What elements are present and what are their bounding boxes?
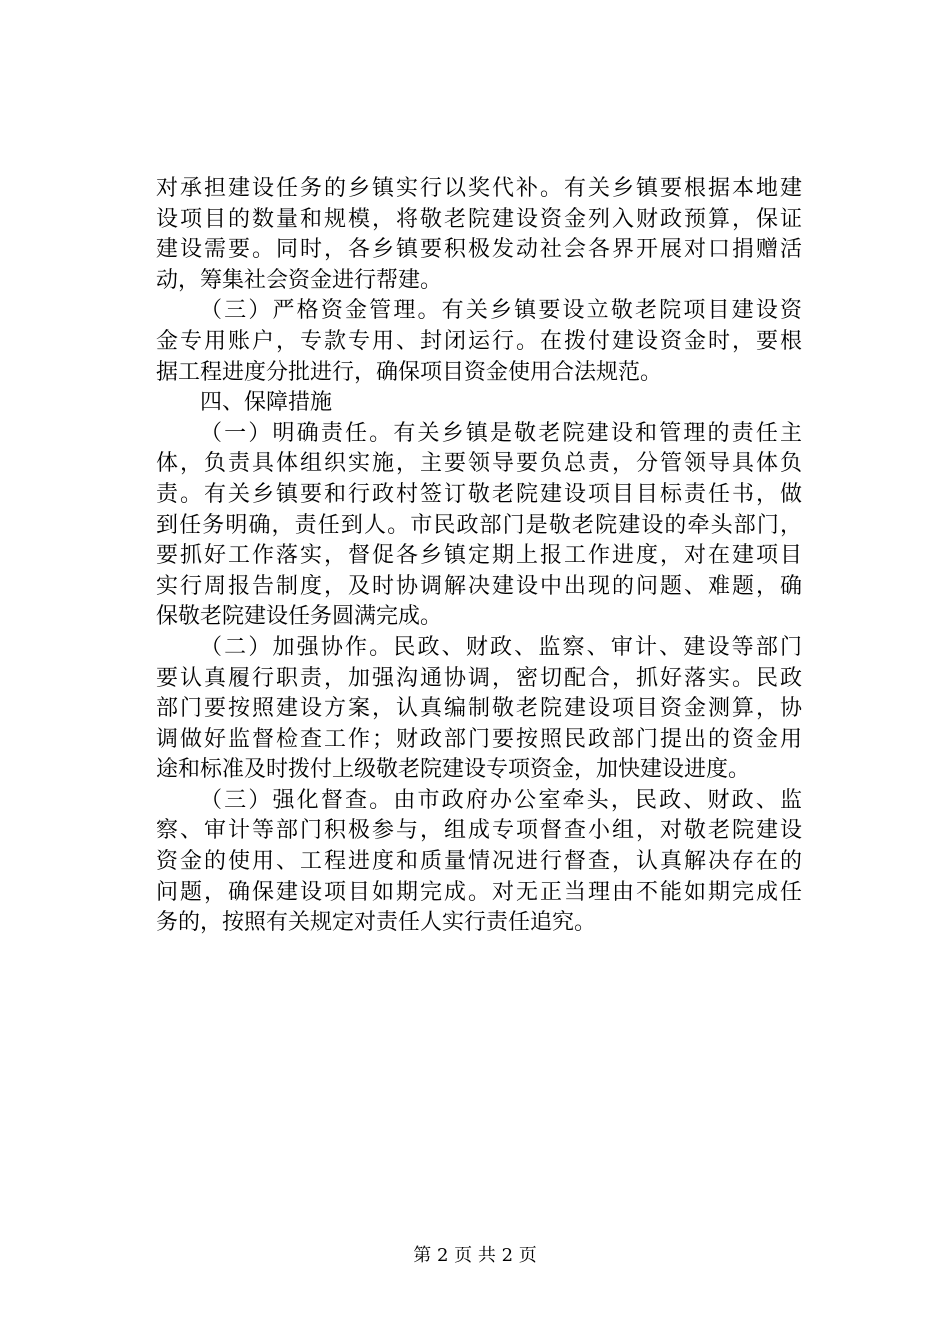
text-line: （二）加强协作。民政、财政、监察、审计、建设等部门: [200, 634, 802, 660]
text-line: 资金的使用、工程进度和质量情况进行督查，认真解决存在的: [156, 849, 802, 875]
text-line: 务的，按照有关规定对责任人实行责任追究。: [156, 910, 597, 936]
text-line: 要认真履行职责，加强沟通协调，密切配合，抓好落实。民政: [156, 665, 802, 691]
text-line: 到任务明确，责任到人。市民政部门是敬老院建设的牵头部门，: [156, 512, 802, 538]
text-line: 调做好监督检查工作；财政部门要按照民政部门提出的资金用: [156, 726, 802, 752]
text-line: 实行周报告制度，及时协调解决建设中出现的问题、难题，确: [156, 573, 802, 599]
text-line: 对承担建设任务的乡镇实行以奖代补。有关乡镇要根据本地建: [156, 176, 802, 201]
text-line: 问题，确保建设项目如期完成。对无正当理由不能如期完成任: [156, 879, 802, 905]
text-line: 保敬老院建设任务圆满完成。: [156, 604, 443, 630]
text-line: 动，筹集社会资金进行帮建。: [156, 267, 443, 293]
text-line: （一）明确责任。有关乡镇是敬老院建设和管理的责任主: [200, 420, 802, 446]
text-line: 途和标准及时拨付上级敬老院建设专项资金，加快建设进度。: [156, 757, 751, 783]
text-line: 察、审计等部门积极参与，组成专项督查小组，对敬老院建设: [156, 818, 802, 844]
text-line: 责。有关乡镇要和行政村签订敬老院建设项目目标责任书，做: [156, 481, 802, 507]
text-line: 据工程进度分批进行，确保项目资金使用合法规范。: [156, 359, 663, 385]
text-line: （三）严格资金管理。有关乡镇要设立敬老院项目建设资: [200, 298, 802, 324]
text-line: 设项目的数量和规模，将敬老院建设资金列入财政预算，保证: [156, 206, 802, 232]
text-line: 体，负责具体组织实施，主要领导要负总责，分管领导具体负: [156, 451, 802, 477]
text-line: （三）强化督查。由市政府办公室牵头，民政、财政、监: [200, 787, 802, 813]
page-footer: 第 2 页 共 2 页: [413, 1245, 537, 1266]
text-line: 建设需要。同时，各乡镇要积极发动社会各界开展对口捐赠活: [156, 237, 802, 263]
section-heading: 四、保障措施: [200, 390, 333, 416]
text-line: 要抓好工作落实，督促各乡镇定期上报工作进度，对在建项目: [156, 543, 802, 569]
document-body: [156, 174, 802, 939]
text-line: 金专用账户，专款专用、封闭运行。在拨付建设资金时，要根: [156, 328, 802, 354]
text-line: 部门要按照建设方案，认真编制敬老院建设项目资金测算，协: [156, 696, 802, 722]
